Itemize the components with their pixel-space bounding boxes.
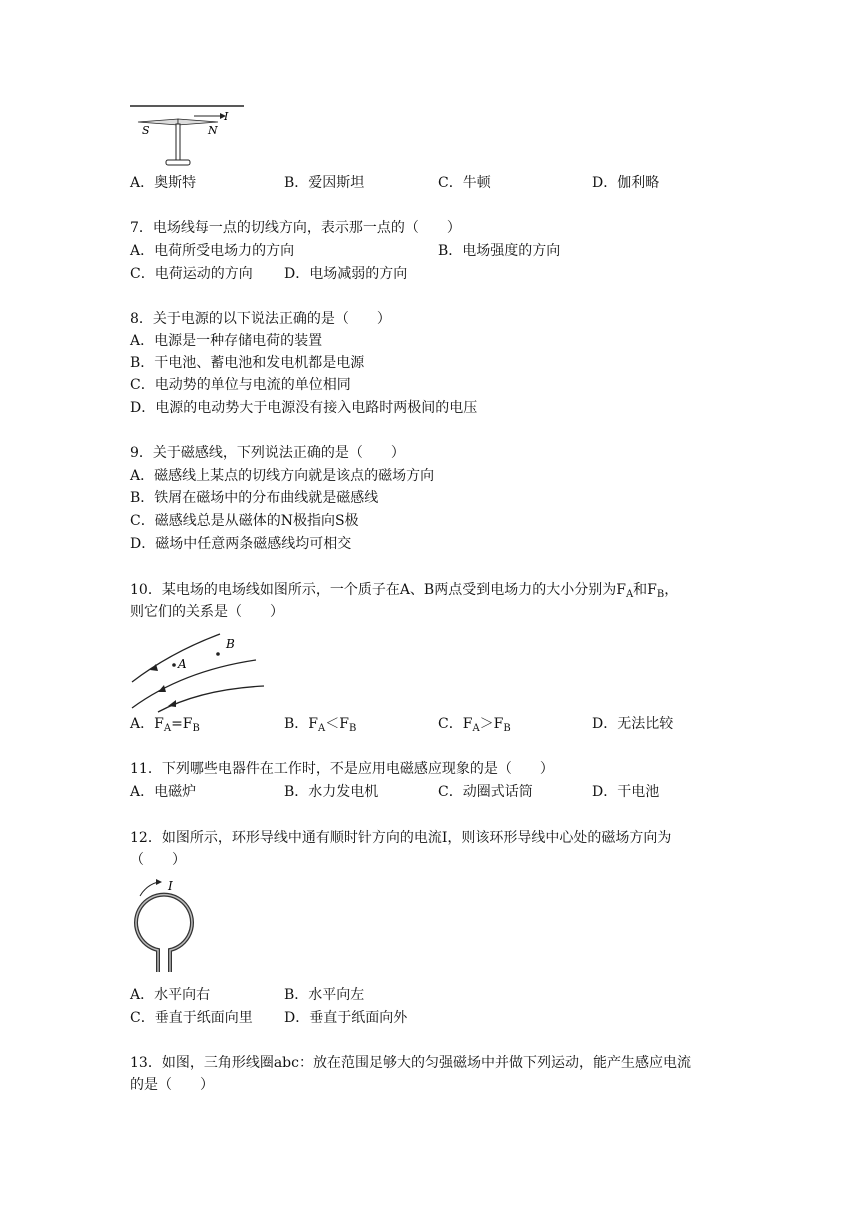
n-pole-label: N: [208, 124, 218, 137]
q7-option-c[interactable]: C．电荷运动的方向: [130, 266, 253, 282]
current-i-label: I: [168, 879, 173, 893]
q13-stem-line1: 13．如图，三角形线圈abc：放在范围足够大的匀强磁场中并做下列运动，能产生感应电流: [130, 1055, 691, 1071]
q7-option-b[interactable]: B．电场强度的方向: [438, 243, 561, 259]
q8-option-c[interactable]: C．电动势的单位与电流的单位相同: [130, 377, 351, 393]
q12-option-d[interactable]: D．垂直于纸面向外: [284, 1010, 408, 1026]
q10-stem-line2: 则它们的关系是（ ）: [130, 604, 284, 620]
q8-option-b[interactable]: B．干电池、蓄电池和发电机都是电源: [130, 355, 365, 371]
q12-option-a[interactable]: A．水平向右: [130, 987, 211, 1003]
current-label: I: [224, 110, 229, 123]
q12-option-b[interactable]: B．水平向左: [284, 987, 365, 1003]
q11-option-c[interactable]: C．动圈式话筒: [438, 784, 533, 800]
q6-option-a[interactable]: A．奥斯特: [130, 175, 197, 191]
q7-option-d[interactable]: D．电场减弱的方向: [284, 266, 408, 282]
q13-stem-line2: 的是（ ）: [130, 1077, 214, 1093]
q6-option-d[interactable]: D．伽利略: [592, 175, 660, 191]
q6-option-c[interactable]: C．牛顿: [438, 175, 491, 191]
q9-option-b[interactable]: B．铁屑在磁场中的分布曲线就是磁感线: [130, 490, 379, 506]
q8-option-d[interactable]: D．电源的电动势大于电源没有接入电路时两极间的电压: [130, 400, 478, 416]
q9-option-d[interactable]: D．磁场中任意两条磁感线均可相交: [130, 536, 352, 552]
s-pole-label: S: [142, 124, 150, 137]
q8-option-a[interactable]: A．电源是一种存储电荷的装置: [130, 333, 323, 349]
ring-conductor-figure: [128, 876, 204, 976]
compass-wire-figure: [128, 100, 248, 172]
q7-option-a[interactable]: A．电荷所受电场力的方向: [130, 243, 295, 259]
q10-option-d[interactable]: D．无法比较: [592, 716, 674, 732]
q11-option-b[interactable]: B．水力发电机: [284, 784, 379, 800]
q11-option-a[interactable]: A．电磁炉: [130, 784, 197, 800]
point-b-label: B: [226, 637, 235, 651]
q11-stem: 11．下列哪些电器件在工作时，不是应用电磁感应现象的是（ ）: [130, 761, 554, 777]
q12-stem-line1: 12．如图所示，环形导线中通有顺时针方向的电流I，则该环形导线中心处的磁场方向为: [130, 830, 672, 846]
q11-option-d[interactable]: D．干电池: [592, 784, 660, 800]
q12-option-c[interactable]: C．垂直于纸面向里: [130, 1010, 253, 1026]
q6-option-b[interactable]: B．爱因斯坦: [284, 175, 365, 191]
q12-stem-line2: （ ）: [130, 852, 186, 868]
electric-field-lines-figure: [128, 624, 268, 714]
q10-option-b[interactable]: B．$F_A<F_B$: [284, 716, 357, 734]
q10-stem-line1: 10．某电场的电场线如图所示，一个质子在A、B两点受到电场力的大小分别为$F_A$和$F_B$，: [130, 582, 679, 600]
q9-option-a[interactable]: A．磁感线上某点的切线方向就是该点的磁场方向: [130, 468, 435, 484]
q9-option-c[interactable]: C．磁感线总是从磁体的N极指向S极: [130, 513, 359, 529]
q10-option-c[interactable]: C．$F_A>F_B$: [438, 716, 511, 734]
q8-stem: 8．关于电源的以下说法正确的是（ ）: [130, 311, 391, 327]
q7-stem: 7．电场线每一点的切线方向，表示那一点的（ ）: [130, 220, 461, 236]
q9-stem: 9．关于磁感线，下列说法正确的是（ ）: [130, 445, 405, 461]
point-a-label: A: [178, 657, 187, 671]
q10-option-a[interactable]: A．$F_A=F_B$: [130, 716, 200, 734]
